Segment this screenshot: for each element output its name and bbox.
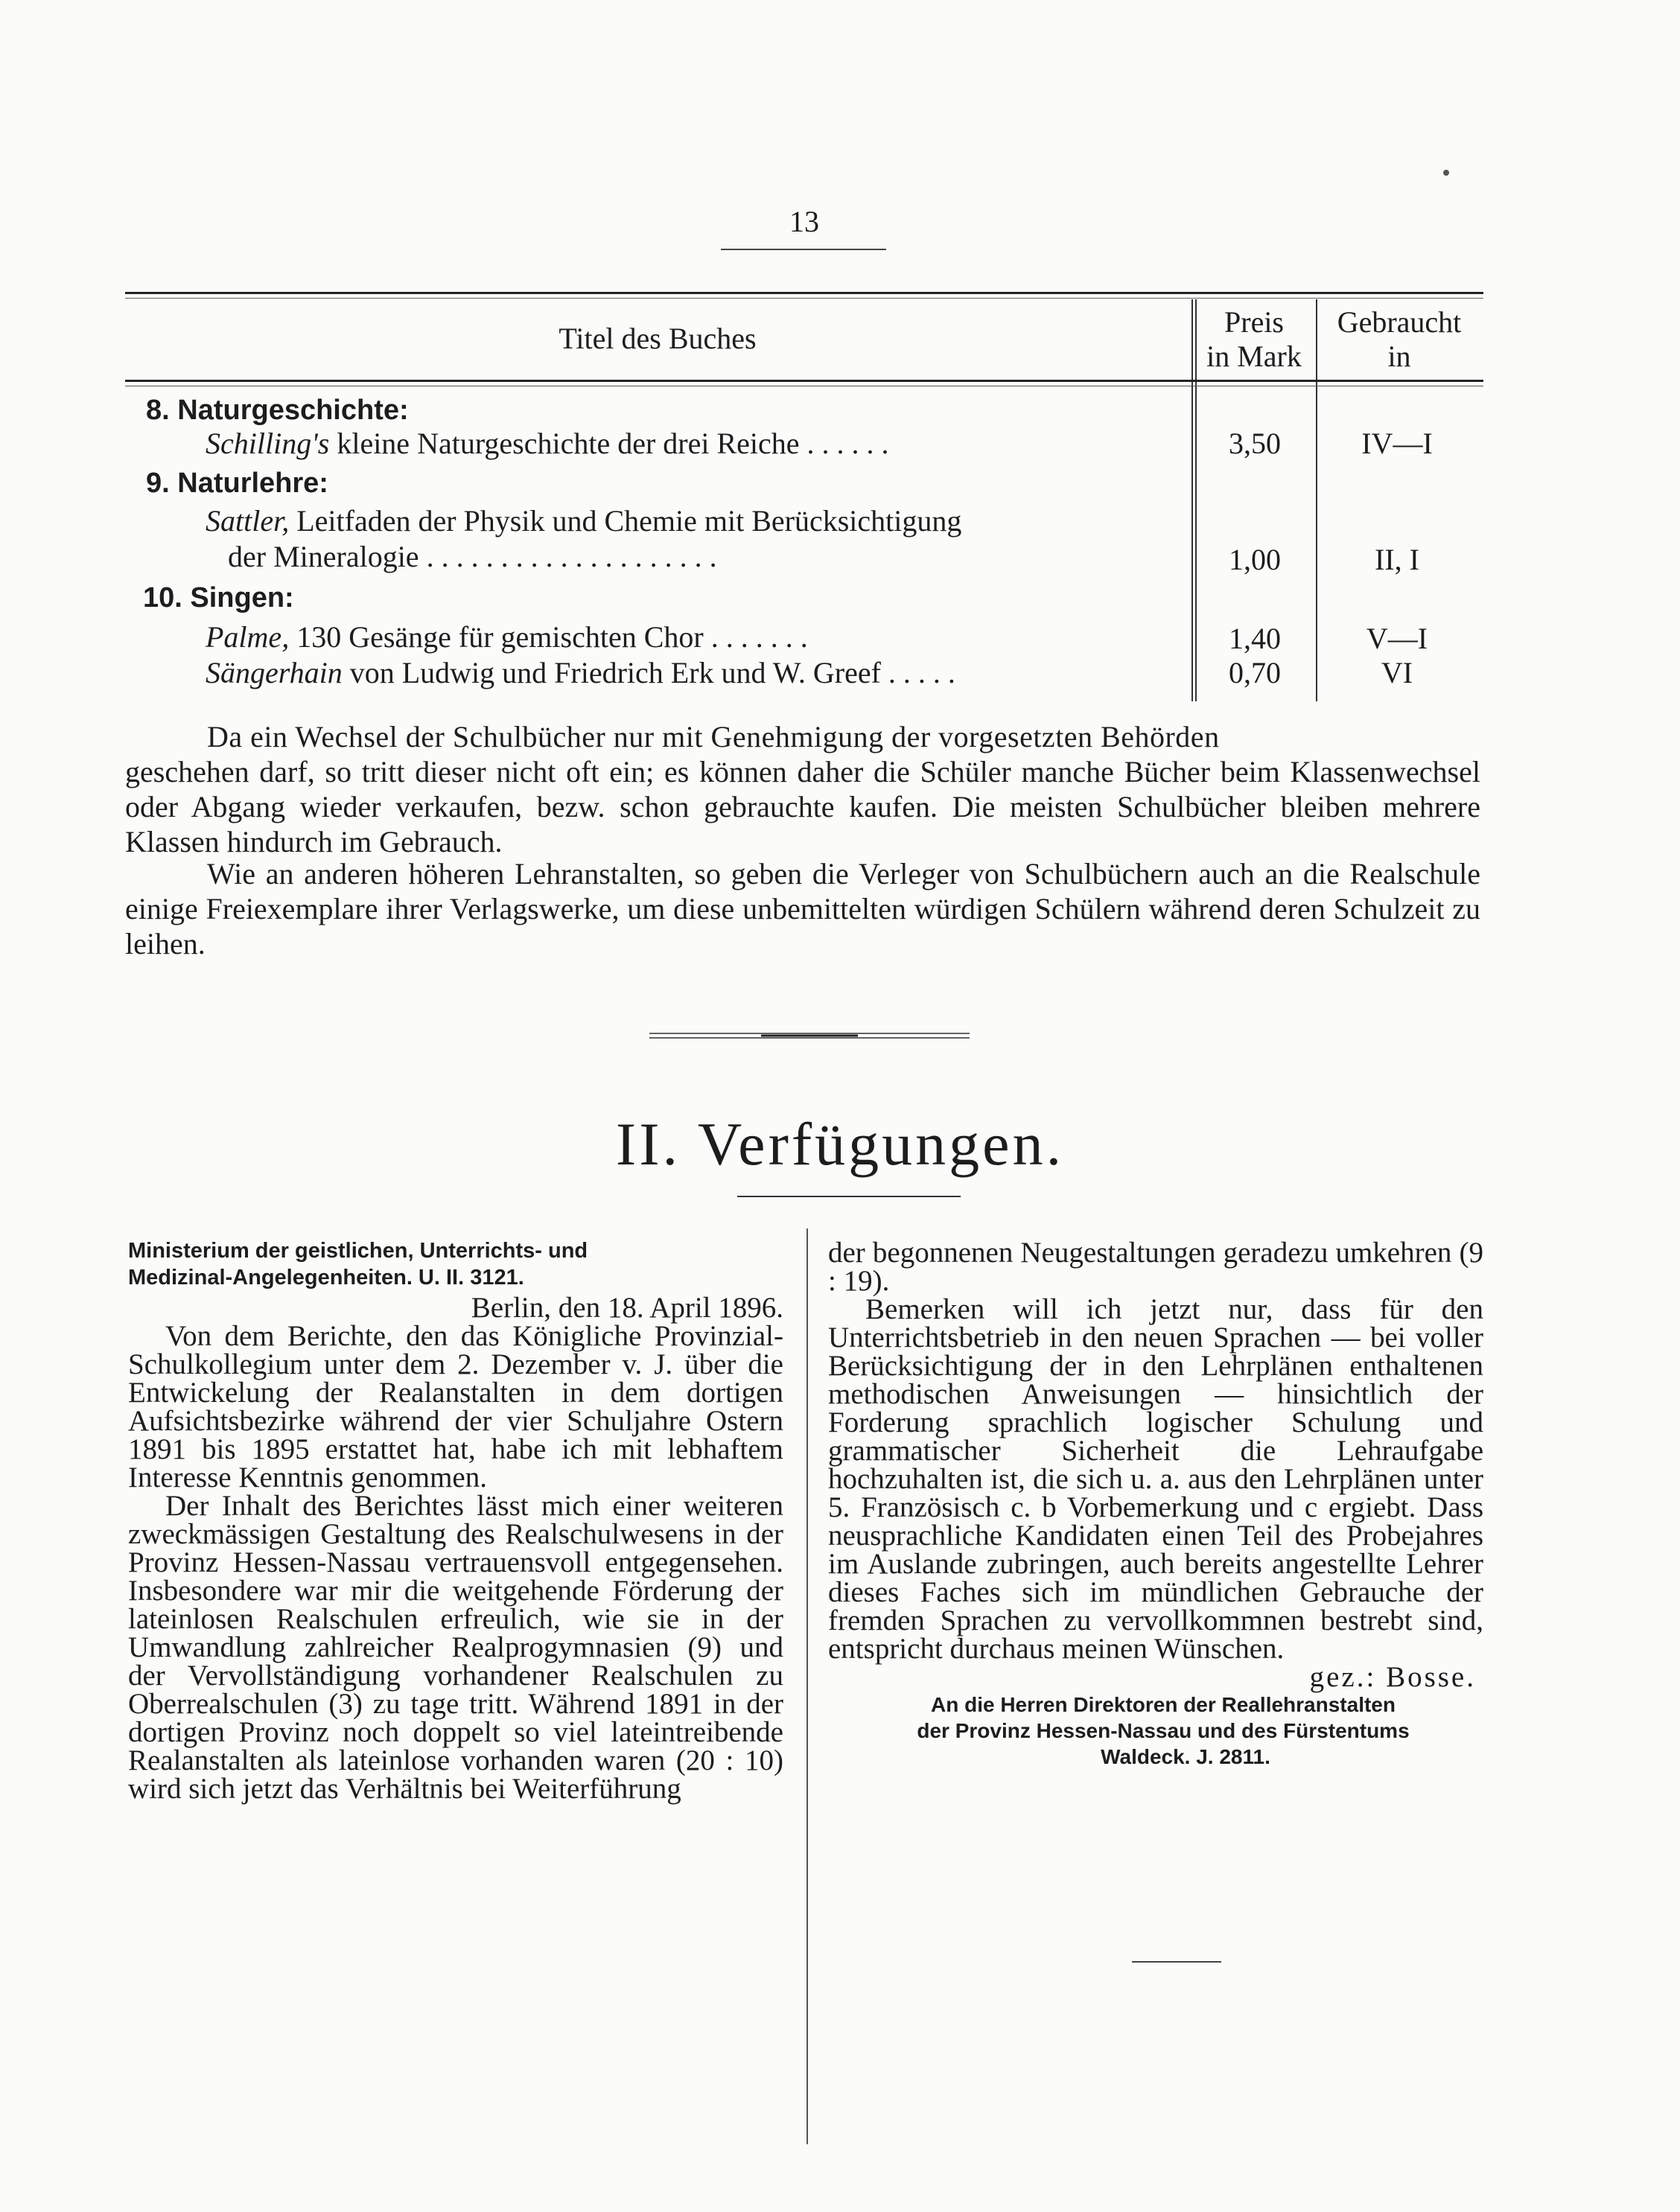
book-used-in: VI <box>1381 656 1413 689</box>
page-number: 13 <box>789 205 819 238</box>
book-author: Schilling's <box>206 427 330 460</box>
table-row <box>206 426 889 461</box>
page-number-rule <box>721 249 886 250</box>
table-header-rule <box>125 380 1483 382</box>
book-title-continued: der Mineralogie . . . . . . . . . . . . . . . . . . . . <box>228 540 717 573</box>
end-rule <box>1132 1961 1221 1963</box>
place-date: Berlin, den 18. April 1896. <box>471 1292 783 1324</box>
left-column <box>128 1237 783 1803</box>
ministry-header: Ministerium der geistlichen, Unterrichts- und Medizinal-Angelegenheiten. U. II. 3121. <box>128 1239 588 1290</box>
heading-rule <box>737 1196 961 1197</box>
table-row <box>206 655 955 690</box>
book-author: Palme, <box>206 620 290 654</box>
right-column <box>828 1239 1483 1770</box>
book-price: 1,40 <box>1229 622 1281 655</box>
table-row <box>206 503 961 538</box>
book-used-in: V—I <box>1366 622 1428 655</box>
decree-paragraph: Von dem Berichte, den das Königliche Provinzial-Schulkollegium unter dem 2. Dezember v. J. über die Entwickelung der Realanstalten in dem dortigen Aufsichtsbezirke während der vier Schuljahre Ostern 1891 bis 1895 erstattet hat, habe ich mit lebhaftem Interesse Kenntnis genommen. <box>128 1320 783 1494</box>
column-divider <box>806 1228 808 2144</box>
book-used-in: II, I <box>1375 543 1419 576</box>
paragraph-free-copies: Wie an anderen höheren Lehranstalten, so geben die Verleger von Schulbüchern auch an die Realschule einige Freiexemplare ihrer Verlagswerke, um diese unbemittelten würdigen Schülern während deren Schulzeit zu leihen. <box>125 857 1480 960</box>
table-section-label: 10. Singen: <box>143 582 294 613</box>
book-author: Sattler, <box>206 504 290 538</box>
book-price: 3,50 <box>1229 427 1281 460</box>
book-author: Sängerhain <box>206 656 343 689</box>
table-section-label: 8. Naturgeschichte: <box>146 395 409 426</box>
signature: gez.: Bosse. <box>1309 1661 1476 1693</box>
book-title: von Ludwig und Friedrich Erk und W. Greef . . . . . <box>342 656 955 689</box>
ornament-rule <box>649 1030 970 1041</box>
paragraph-textbook-change: Da ein Wechsel der Schulbücher nur mit Genehmigung der vorgesetzten Behörden geschehen darf, so tritt dieser nicht oft ein; es können daher die Schüler manche Bücher beim Klassenwechsel oder Abgang wieder verkaufen, bezw. schon gebrauchte kaufen. Die meisten Schulbücher bleiben mehrere Klassen hindurch im Gebrauch. <box>125 720 1480 858</box>
decree-paragraph: Der Inhalt des Berichtes lässt mich einer weiteren zweckmässigen Gestaltung des Realschulwesens in der Provinz Hessen-Nassau vertrauensvoll entgegensehen. Insbesondere war mir die weitgehende Förderung der lateinlosen Realschulen erfreulich, wie sie in der Umwandlung zahlreicher Realprogymnasien (9) und der Vervollständigung vorhandener Realschulen zu Oberrealschulen (3) zu tage tritt. Während 1891 in der dortigen Provinz noch doppelt so viel lateintreibende Realanstalten als lateinlose vorhanden waren (20 : 10) wird sich jetzt das Verhältnis bei Weiterführung <box>128 1490 783 1805</box>
table-header-price: Preis in Mark <box>1206 305 1302 373</box>
book-title: kleine Naturgeschichte der drei Reiche . . . . . . <box>329 427 889 460</box>
table-section-label: 9. Naturlehre: <box>146 468 328 499</box>
table-top-rule <box>125 292 1483 294</box>
book-title: 130 Gesänge für gemischten Chor . . . . . . . <box>289 620 808 654</box>
book-title: Leitfaden der Physik und Chemie mit Berücksichtigung <box>289 504 962 538</box>
section-heading: II. Verfügungen. <box>615 1110 1065 1178</box>
table-top-rule-thin <box>125 298 1483 299</box>
decree-paragraph: der begonnenen Neugestaltungen geradezu umkehren (9 : 19). <box>828 1237 1483 1297</box>
table-header-title: Titel des Buches <box>559 322 757 355</box>
book-price: 0,70 <box>1229 656 1281 689</box>
address-block: An die Herren Direktoren der Reallehranstalten der Provinz Hessen-Nassau und des Fürstentums Waldeck. J. 2811. <box>917 1693 1410 1768</box>
table-header-used: Gebraucht in <box>1337 305 1462 373</box>
ink-dot <box>1443 170 1449 176</box>
decree-paragraph: Bemerken will ich jetzt nur, dass für den Unterrichtsbetrieb in den neuen Sprachen — bei voller Berücksichtigung der in den Lehrplänen enthaltenen methodischen Anweisungen — hinsichtlich der Forderung sprachlich logischer Schulung und grammatischer Sicherheit die Lehraufgabe hochzuhalten ist, die sich u. a. aus den Lehrplänen unter 5. Französisch c. b Vorbemerkung und c ergiebt. Dass neusprachliche Kandidaten einen Teil des Probejahres im Auslande zubringen, auch bereits angestellte Lehrer dieses Faches sich im mündlichen Gebrauche der fremden Sprachen zu vervollkommnen bestrebt sind, entspricht durchaus meinen Wünschen. <box>828 1293 1483 1665</box>
table-row <box>206 619 808 654</box>
book-used-in: IV—I <box>1361 427 1433 460</box>
book-price: 1,00 <box>1229 543 1281 576</box>
